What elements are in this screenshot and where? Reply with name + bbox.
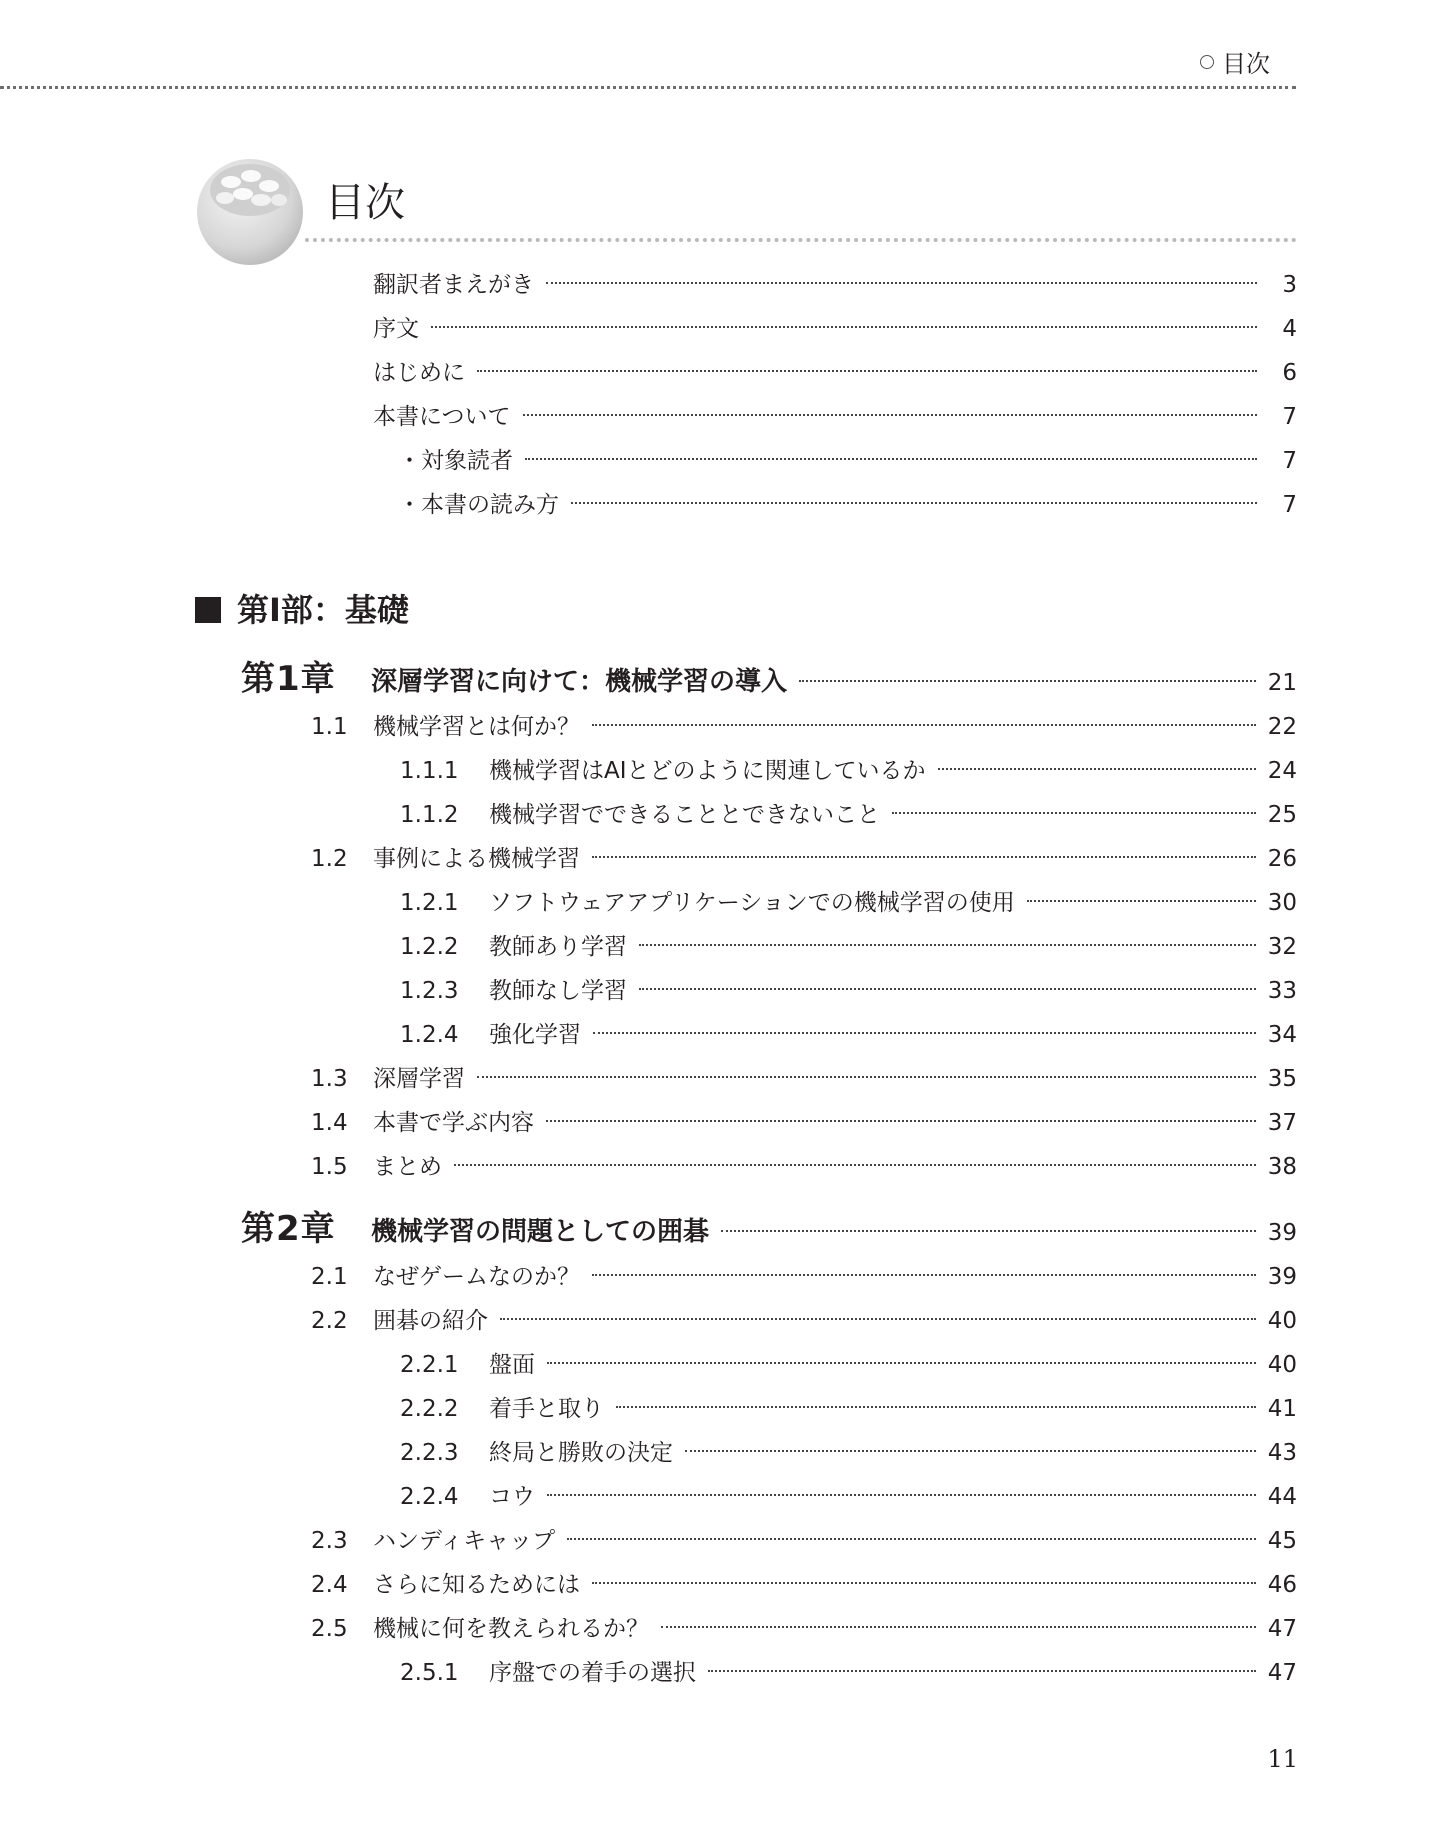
entry-label: 序盤での着手の選択: [489, 1660, 696, 1686]
part-heading-label: 第I部：基礎: [237, 591, 409, 629]
dot-leader: [525, 458, 1257, 460]
dot-leader: [592, 856, 1256, 858]
section-entry[interactable]: [311, 1064, 1297, 1094]
entry-label: ソフトウェアアプリケーションでの機械学習の使用: [489, 890, 1015, 916]
entry-label: コウ: [489, 1484, 535, 1510]
entry-page-number: 34: [1267, 1022, 1297, 1048]
entry-page-number: 7: [1282, 448, 1297, 474]
entry-number: 1.5: [311, 1154, 348, 1180]
entry-label: 機械に何を教えられるか？: [373, 1616, 649, 1642]
entry-page-number: 45: [1267, 1528, 1297, 1554]
section-entry[interactable]: [311, 1526, 1297, 1556]
dot-leader: [685, 1450, 1256, 1452]
subsection-entry[interactable]: [400, 800, 1297, 830]
circle-icon: [1200, 55, 1214, 69]
entry-label: 着手と取り: [489, 1396, 604, 1422]
dot-leader: [938, 768, 1256, 770]
front-matter-item[interactable]: [398, 490, 1297, 520]
part-heading: [195, 590, 409, 630]
dot-leader: [799, 680, 1256, 682]
entry-label: 囲碁の紹介: [373, 1308, 488, 1334]
section-entry[interactable]: [311, 1306, 1297, 1336]
entry-number: 1.1: [311, 714, 348, 740]
dot-leader: [1027, 900, 1256, 902]
entry-number: 2.2.3: [400, 1440, 459, 1466]
subsection-entry[interactable]: [400, 1350, 1297, 1380]
entry-label: 機械学習はAIとどのように関連しているか: [489, 758, 926, 784]
header-dotted-rule: [0, 86, 1296, 89]
dot-leader: [571, 502, 1257, 504]
subsection-entry[interactable]: [400, 932, 1297, 962]
dot-leader: [546, 1120, 1256, 1122]
dot-leader: [592, 724, 1256, 726]
entry-label: 事例による機械学習: [373, 846, 580, 872]
entry-label: なぜゲームなのか？: [373, 1264, 580, 1290]
entry-number: 2.4: [311, 1572, 348, 1598]
chapter-number: 第1章: [241, 659, 336, 699]
entry-label: 本書について: [373, 404, 511, 430]
dot-leader: [892, 812, 1256, 814]
dot-leader: [546, 282, 1257, 284]
chapter-heading[interactable]: [241, 1209, 1297, 1249]
entry-label: 機械学習とは何か？: [373, 714, 580, 740]
chapter-number: 第2章: [241, 1209, 336, 1249]
dot-leader: [721, 1230, 1256, 1232]
subsection-entry[interactable]: [400, 1394, 1297, 1424]
entry-label: ・本書の読み方: [398, 492, 559, 518]
section-entry[interactable]: [311, 844, 1297, 874]
entry-page-number: 39: [1267, 1220, 1297, 1246]
entry-page-number: 41: [1267, 1396, 1297, 1422]
dot-leader: [477, 370, 1257, 372]
dot-leader: [454, 1164, 1256, 1166]
entry-label: 教師なし学習: [489, 978, 627, 1004]
dot-leader: [639, 988, 1256, 990]
entry-page-number: 22: [1267, 714, 1297, 740]
entry-label: はじめに: [373, 360, 465, 386]
entry-label: 機械学習の問題としての囲碁: [371, 1217, 710, 1247]
dot-leader: [639, 944, 1256, 946]
entry-page-number: 25: [1267, 802, 1297, 828]
go-stone-bowl-icon: [193, 152, 307, 266]
entry-page-number: 38: [1267, 1154, 1297, 1180]
entry-number: 1.1.2: [400, 802, 459, 828]
dot-leader: [592, 1274, 1256, 1276]
section-entry[interactable]: [311, 1108, 1297, 1138]
entry-number: 1.4: [311, 1110, 348, 1136]
entry-number: 1.2.2: [400, 934, 459, 960]
subsection-entry[interactable]: [400, 756, 1297, 786]
subsection-entry[interactable]: [400, 1482, 1297, 1512]
entry-page-number: 21: [1267, 670, 1297, 696]
dot-leader: [477, 1076, 1256, 1078]
dot-leader: [500, 1318, 1256, 1320]
entry-number: 1.3: [311, 1066, 348, 1092]
dot-leader: [708, 1670, 1256, 1672]
entry-number: 2.2.1: [400, 1352, 459, 1378]
subsection-entry[interactable]: [400, 888, 1297, 918]
entry-page-number: 30: [1267, 890, 1297, 916]
entry-label: ・対象読者: [398, 448, 513, 474]
entry-page-number: 26: [1267, 846, 1297, 872]
page-number: 11: [1267, 1745, 1298, 1773]
entry-number: 2.1: [311, 1264, 348, 1290]
entry-label: 機械学習でできることとできないこと: [489, 802, 880, 828]
entry-page-number: 7: [1282, 492, 1297, 518]
entry-label: 序文: [373, 316, 419, 342]
section-entry[interactable]: [311, 1152, 1297, 1182]
running-header: [1200, 44, 1270, 79]
running-header-label: 目次: [1222, 50, 1270, 78]
dot-leader: [661, 1626, 1256, 1628]
title-dotted-rule: [305, 238, 1297, 242]
entry-label: まとめ: [373, 1154, 442, 1180]
square-bullet-icon: [195, 597, 221, 623]
entry-page-number: 24: [1267, 758, 1297, 784]
entry-page-number: 3: [1282, 272, 1297, 298]
dot-leader: [593, 1032, 1256, 1034]
entry-page-number: 32: [1267, 934, 1297, 960]
entry-number: 1.2: [311, 846, 348, 872]
entry-page-number: 44: [1267, 1484, 1297, 1510]
entry-label: 深層学習に向けて：機械学習の導入: [371, 667, 788, 697]
entry-page-number: 43: [1267, 1440, 1297, 1466]
entry-number: 1.1.1: [400, 758, 459, 784]
subsection-entry[interactable]: [400, 1020, 1297, 1050]
entry-label: さらに知るためには: [373, 1572, 580, 1598]
entry-number: 2.2.2: [400, 1396, 459, 1422]
section-entry[interactable]: [311, 1614, 1297, 1644]
dot-leader: [431, 326, 1257, 328]
front-matter-item[interactable]: [373, 270, 1297, 300]
subsection-entry[interactable]: [400, 1658, 1297, 1688]
entry-page-number: 7: [1282, 404, 1297, 430]
entry-number: 2.2: [311, 1308, 348, 1334]
entry-page-number: 47: [1267, 1660, 1297, 1686]
front-matter-item[interactable]: [373, 402, 1297, 432]
entry-page-number: 37: [1267, 1110, 1297, 1136]
chapter-heading[interactable]: [241, 659, 1297, 699]
entry-label: 深層学習: [373, 1066, 465, 1092]
dot-leader: [547, 1362, 1256, 1364]
entry-page-number: 39: [1267, 1264, 1297, 1290]
entry-page-number: 47: [1267, 1616, 1297, 1642]
entry-page-number: 35: [1267, 1066, 1297, 1092]
entry-number: 2.3: [311, 1528, 348, 1554]
entry-number: 2.5.1: [400, 1660, 459, 1686]
section-entry[interactable]: [311, 712, 1297, 742]
dot-leader: [592, 1582, 1256, 1584]
front-matter-item[interactable]: [398, 446, 1297, 476]
page-title: 目次: [325, 180, 405, 226]
entry-label: 強化学習: [489, 1022, 581, 1048]
entry-page-number: 40: [1267, 1352, 1297, 1378]
dot-leader: [616, 1406, 1256, 1408]
dot-leader: [567, 1538, 1256, 1540]
entry-label: 教師あり学習: [489, 934, 627, 960]
subsection-entry[interactable]: [400, 976, 1297, 1006]
front-matter-item[interactable]: [373, 314, 1297, 344]
dot-leader: [547, 1494, 1256, 1496]
front-matter-item[interactable]: [373, 358, 1297, 388]
dot-leader: [523, 414, 1257, 416]
section-entry[interactable]: [311, 1262, 1297, 1292]
entry-page-number: 46: [1267, 1572, 1297, 1598]
entry-label: 終局と勝敗の決定: [489, 1440, 673, 1466]
entry-page-number: 4: [1282, 316, 1297, 342]
entry-number: 1.2.1: [400, 890, 459, 916]
entry-label: 盤面: [489, 1352, 535, 1378]
entry-number: 2.5: [311, 1616, 348, 1642]
entry-number: 1.2.3: [400, 978, 459, 1004]
entry-number: 1.2.4: [400, 1022, 459, 1048]
entry-label: 翻訳者まえがき: [373, 272, 534, 298]
entry-page-number: 6: [1282, 360, 1297, 386]
section-entry[interactable]: [311, 1570, 1297, 1600]
entry-page-number: 33: [1267, 978, 1297, 1004]
entry-page-number: 40: [1267, 1308, 1297, 1334]
entry-label: 本書で学ぶ内容: [373, 1110, 534, 1136]
subsection-entry[interactable]: [400, 1438, 1297, 1468]
entry-label: ハンディキャップ: [373, 1528, 556, 1554]
entry-number: 2.2.4: [400, 1484, 459, 1510]
